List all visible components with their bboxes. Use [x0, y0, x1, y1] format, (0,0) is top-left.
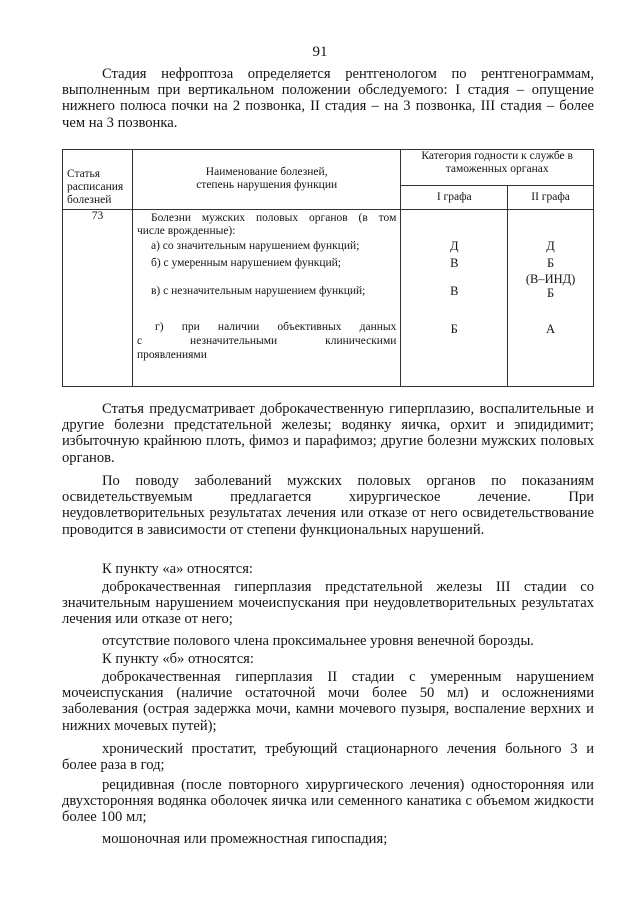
graph-2-value-b: Б [546, 255, 555, 270]
header-article-line: болезней [67, 194, 112, 207]
graph-1-value-g: Б [450, 321, 458, 336]
header-disease-name [132, 150, 400, 210]
graph-1-value-a: Д [449, 238, 459, 253]
item-b-text: б) с умеренным нарушением функций; [150, 256, 341, 269]
graph-1-value-v: В [450, 283, 459, 298]
header-fitness-category: Категория годности к службе в таможенных органах [401, 150, 594, 186]
paragraph-article-scope: Статья предусматривает доброкачественную гиперплазию, воспалительные и другие болезни предстательной железы; водянку яичка, орхит и эпидидимит; избыточную крайнюю плоть, фимоз и парафимоз; другие болезни мужских половых органов. [62, 401, 594, 466]
header-name-line: Наименование болезней, [205, 166, 328, 179]
paragraph-item-b-heading: К пункту «б» относятся: [102, 651, 254, 667]
graph-2-values-cell [508, 209, 594, 386]
disease-title-line: Болезни мужских половых органов (в том [150, 211, 397, 224]
header-article-line: Статья [67, 168, 101, 180]
item-v-text: в) с незначительным нарушением функций; [150, 284, 366, 297]
graph-2-value-a: Д [546, 238, 555, 253]
header-graph-2: II графа [508, 186, 594, 209]
graph-2-value-v: Б [546, 285, 555, 300]
header-graph-1: I графа [401, 186, 508, 209]
intro-paragraph: Стадия нефроптоза определяется рентгенологом по рентгенограммам, выполненным при вертикальном положении обследуемого: I стадия – опущение нижнего полюса почки на 2 позвонка, II стадия – на 3 позвонка, III стадия – более чем на 3 позвонка. [62, 66, 594, 131]
item-g-text: г) при наличии объективных данных [154, 320, 397, 333]
disease-description-cell [132, 209, 400, 386]
paragraph-item-a-heading: К пункту «а» относятся: [102, 561, 253, 577]
item-g-text: проявлениями [136, 348, 207, 361]
header-article-line: расписания [67, 181, 124, 194]
paragraph-item-b-3: рецидивная (после повторного хирургического лечения) односторонняя или двухсторонняя водянка оболочек яичка или семенного канатика с объемом жидкости более 100 мл; [62, 777, 594, 826]
paragraph-surgical-treatment: По поводу заболеваний мужских половых органов по показаниям освидетельствуемым предлагается хирургическое лечение. При неудовлетворительных результатах лечения или отказе от него освидетельствование проводится в зависимости от степени функциональных нарушений. [62, 473, 594, 538]
paragraph-item-a-1: доброкачественная гиперплазия предстательной железы III стадии со значительным нарушением мочеиспускания при неудовлетворительных результатах лечения или отказе от него; [62, 579, 594, 628]
header-name-line: степень нарушения функции [196, 179, 338, 192]
item-a-text: а) со значительным нарушением функций; [150, 239, 360, 252]
header-article-number [63, 150, 133, 210]
disease-title-line: числе врожденные): [136, 224, 236, 237]
paragraph-item-b-1: доброкачественная гиперплазия II стадии с умеренным нарушением мочеиспускания (наличие остаточной мочи более 50 мл) и осложнениями заболевания (острая задержка мочи, камни мочевого пузыря, воспаление верхних и нижних мочевых путей); [62, 669, 594, 734]
graph-1-values-cell [401, 209, 508, 386]
graph-1-value-b: В [450, 255, 459, 270]
article-number-cell: 73 [63, 209, 133, 386]
item-g-text: с незначительными клиническими [136, 334, 397, 347]
graph-2-value-g: А [546, 321, 556, 336]
graph-2-value-v-top: (В–ИНД) [525, 271, 576, 286]
paragraph-item-b-4: мошоночная или промежностная гипоспадия; [102, 831, 388, 847]
page-number: 91 [312, 44, 328, 60]
paragraph-item-b-2: хронический простатит, требующий стационарного лечения больного 3 и более раза в год; [62, 741, 594, 774]
paragraph-item-a-2: отсутствие полового члена проксимальнее уровня венечной борозды. [102, 633, 534, 649]
fitness-category-table [62, 149, 594, 387]
